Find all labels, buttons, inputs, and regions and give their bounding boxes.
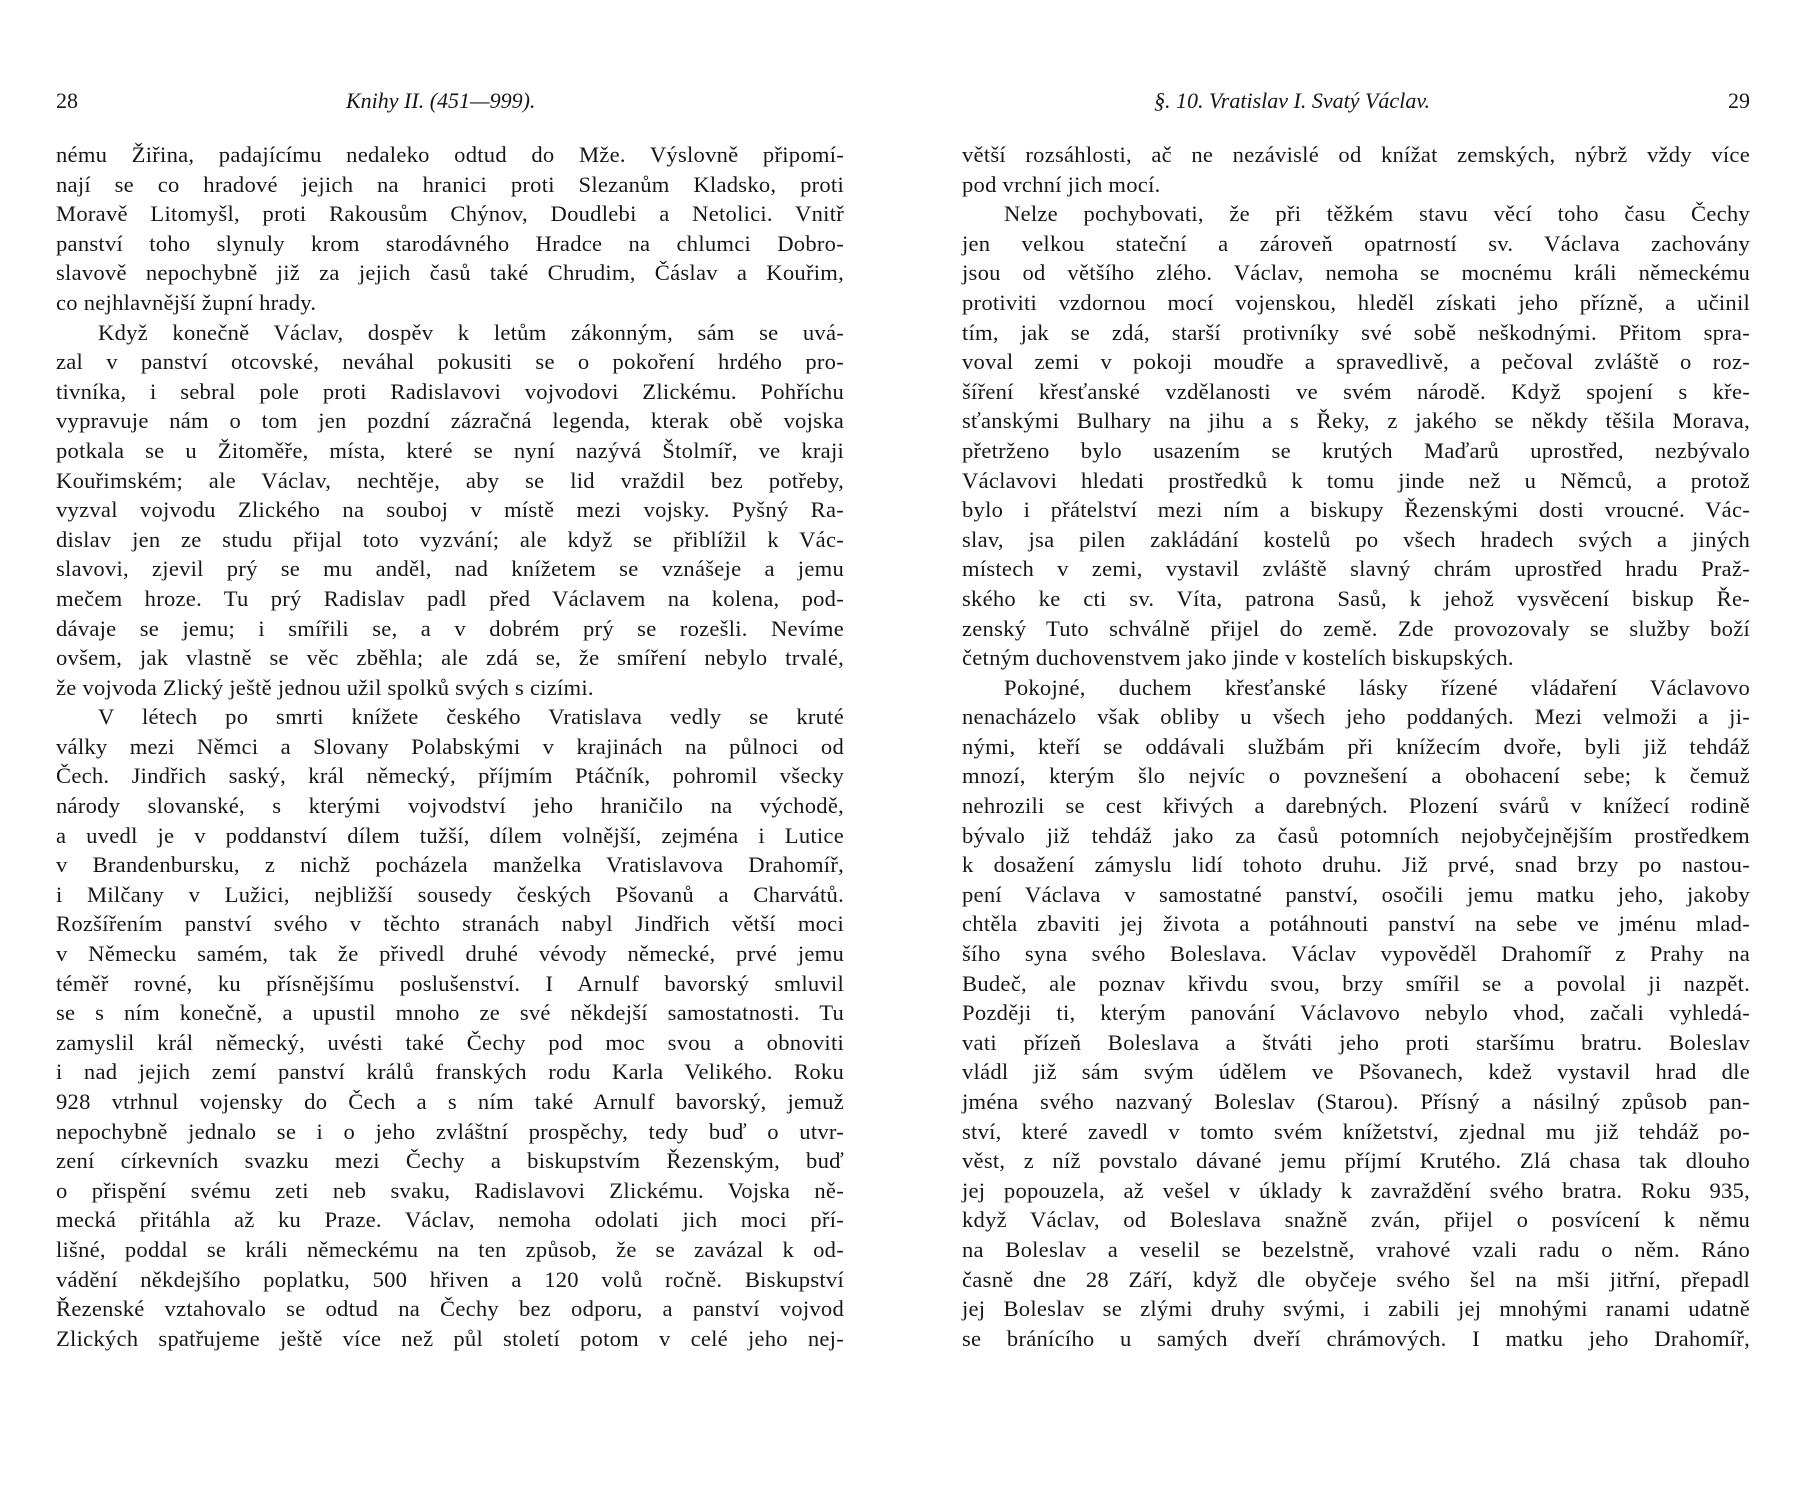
text-line: četným duchovenstvem jako jinde v kostelích biskupských. [962,645,1514,671]
text-line: šího syna svého Boleslava. Václav vypověděl Drahomíř z Prahy na [962,941,1750,967]
text-line: vyzval vojvodu Zlického na souboj v místě mezi vojsky. Pyšný Ra- [56,497,844,523]
text-line: nému Žiřina, padajícímu nedaleko odtud do Mže. Výslovně připomí- [56,142,844,167]
text-line: zamyslil král německý, uvésti také Čechy pod moc svou a obnoviti [56,1029,844,1055]
text-line: v Německu samém, tak že přivedl druhé vévody německé, prvé jemu [56,941,844,967]
text-line: k dosažení zámyslu lidí tohoto druhu. Již prvé, snad brzy po nastou- [962,852,1750,878]
text-line: když Václav, od Boleslava snažně zván, přijel o posvícení k němu [962,1207,1750,1233]
text-line: a uvedl je v poddanství dílem tužší, dílem volnější, zejména i Lutice [56,822,844,848]
text-line: jen velkou stateční a zároveň opatrností sv. Václava zachovány [962,230,1750,256]
text-line: Moravě Litomyšl, proti Rakousům Chýnov, Doudlebi a Netolici. Vnitř [56,201,844,227]
text-line: Kouřimském; ale Václav, nechtěje, aby se lid vraždil bez potřeby, [56,467,844,493]
text-line: nými, kteří se oddávali službám při knížecím dvoře, byli již tehdáž [962,733,1750,759]
text-line: místech v zemi, vystavil zvláště slavný chrám uprostřed hradu Praž- [962,556,1750,582]
text-line: jej Boleslav se zlými druhy svými, i zabili jej mnohými ranami udatně [962,1296,1750,1322]
text-line: pení Václava v samostatné panství, osočili jemu matku jeho, jakoby [962,881,1750,907]
text-line: sťanskými Bulhary na jihu a s Řeky, z jakého se někdy těšila Morava, [962,408,1750,434]
text-line: vládl již sám svým údělem ve Pšovanech, kdež vystavil hrad dle [962,1059,1750,1085]
text-line: i nad jejich zemí panství králů franských rodu Karla Velikého. Roku [56,1059,844,1085]
text-line: Pokojné, duchem křesťanské lásky řízené vládaření Václavovo [1004,674,1750,700]
text-line: vádění někdejšího poplatku, 500 hřiven a 120 volů ročně. Biskupství [56,1266,844,1292]
text-line: dávaje se jemu; i smířili se, a v dobrém prý se rozešli. Nevíme [56,615,844,641]
text-line: V létech po smrti knížete českého Vratislava vedly se kruté [98,704,844,730]
text-line: slavově nepochybně již za jejich časů také Chrudim, Čáslav a Kouřim, [56,260,844,286]
text-line: o přispění svému zeti neb svaku, Radislavovi Zlickému. Vojska ně- [56,1177,844,1203]
text-line: národy slovanské, s kterými vojvodství jeho hraničilo na východě, [56,793,844,819]
right-page-header [962,88,1750,118]
text-line: zenský Tuto schválně přijel do země. Zde provozovaly se služby boží [962,615,1750,641]
text-line: že vojvoda Zlický ještě jednou užil spolků svých s cizími. [56,674,594,700]
text-line: Zlických spatřujeme ještě více než půl století potom v celé jeho nej- [56,1325,844,1351]
text-line: vypravuje nám o tom jen pozdní zázračná legenda, kterak obě vojska [56,408,844,434]
text-line: potkala se u Žitoměře, místa, které se nyní nazývá Štolmíř, ve kraji [56,437,844,463]
text-line: Budeč, ale poznav křivdu svou, brzy smířil se a povolal ji nazpět. [962,970,1750,996]
text-line: panství toho slynuly krom starodávného Hradce na chlumci Dobro- [56,230,844,256]
running-head: §. 10. Vratislav I. Svatý Václav. [1154,88,1430,113]
text-line: jsou od většího zlého. Václav, nemoha se mocnému králi německému [962,260,1750,286]
running-head: Knihy II. (451—999). [346,88,536,113]
text-line: nenacházelo však obliby u všech jeho poddaných. Mezi velmoži a ji- [962,704,1750,730]
text-line: vati přízeň Boleslava a štváti jeho proti staršímu bratru. Boleslav [962,1029,1750,1055]
text-line: lišné, poddal se králi německému na ten způsob, že se zavázal k od- [56,1236,844,1262]
text-line: tím, jak se zdá, starší protivníky své sobě neškodnými. Přitom spra- [962,319,1750,345]
text-line: zení církevních svazku mezi Čechy a biskupstvím Řezenským, buď [56,1148,844,1174]
text-line: bývalo již tehdáž jako za časů potomních nejobyčejnějším prostředkem [962,822,1750,848]
text-line: Nelze pochybovati, že při těžkém stavu věcí toho času Čechy [1004,201,1750,227]
text-line: na Boleslav a veselil se bezelstně, vrahové vzali radu o něm. Ráno [962,1236,1750,1262]
left-page-header [56,88,844,118]
text-line: války mezi Němci a Slovany Polabskými v krajinách na půlnoci od [56,733,844,759]
text-line: mnozí, kterým šlo nejvíc o povznešení a obohacení sebe; k čemuž [962,763,1750,789]
left-page-text [56,140,844,1353]
text-line: pod vrchní jich mocí. [962,171,1161,197]
text-line: Rozšířením panství svého v těchto stranách nabyl Jindřich větší moci [56,911,844,937]
text-line: větší rozsáhlosti, ač ne nezávislé od knížat zemských, nýbrž vždy více [962,142,1750,167]
text-line: se s ním konečně, a upustil mnoho ze své někdejší samostatnosti. Tu [56,1000,844,1026]
text-line: šíření křesťanské vzdělanosti ve svém národě. Když spojení s kře- [962,378,1750,404]
text-line: 928 vtrhnul vojensky do Čech a s ním také Arnulf bavorský, jemuž [56,1089,844,1114]
text-line: nají se co hradové jejich na hranici proti Slezanům Kladsko, proti [56,171,844,197]
text-line: voval zemi v pokoji moudře a spravedlivě, a pečoval zvláště o roz- [962,349,1750,375]
text-line: ovšem, jak vlastně se věc zběhla; ale zdá se, že smíření nebylo trvalé, [56,645,844,671]
text-line: Později ti, kterým panování Václavovo nebylo vhod, začali vyhledá- [962,1000,1750,1026]
text-line: bylo i přátelství mezi ním a biskupy Řezenskými dosti vroucné. Vác- [962,497,1750,523]
text-line: věst, z níž povstalo dávané jemu příjmí Krutého. Zlá chasa tak dlouho [962,1148,1750,1174]
text-line: téměř rovné, ku přísnějšímu poslušenství. I Arnulf bavorský smluvil [56,970,844,996]
text-line: dislav jen ze studu přijal toto vyzvání; ale když se přiblížil k Vác- [56,526,844,552]
text-line: co nejhlavnější župní hrady. [56,289,317,315]
text-line: jej popouzela, až vešel v úklady k zavraždění svého bratra. Roku 935, [962,1177,1750,1203]
page-number: 28 [56,88,78,113]
text-line: Když konečně Václav, dospěv k letům zákonným, sám se uvá- [98,319,844,345]
text-line: Václavovi hledati prostředků k tomu jinde než u Němců, a protož [962,467,1750,493]
text-line: zal v panství otcovské, neváhal pokusiti se o pokoření hrdého pro- [56,349,844,375]
text-line: slav, jsa pilen zakládání kostelů po všech hradech svých a jiných [962,526,1750,552]
text-line: Čech. Jindřich saský, král německý, příjmím Ptáčník, pohromil všecky [56,763,844,789]
text-line: i Milčany v Lužici, nejbližší sousedy českých Pšovanů a Charvátů. [56,881,844,907]
text-line: jména svého nazvaný Boleslav (Starou). Přísný a násilný způsob pan- [962,1089,1750,1114]
text-line: slavovi, zjevil prý se mu anděl, nad knížetem se vznášeje a jemu [56,556,844,582]
text-line: mecká přitáhla až ku Praze. Václav, nemoha odolati jich moci pří- [56,1207,844,1233]
text-line: nepochybně jednalo se i o jeho zvláštní prospěchy, tedy buď o utvr- [56,1118,844,1144]
right-page-text [962,140,1750,1353]
text-line: přetrženo bylo usazením se krutých Maďarů uprostřed, nezbývalo [962,437,1750,463]
text-line: chtěla zbaviti jej života a potáhnouti panství na sebe ve jménu mlad- [962,911,1750,937]
text-line: se bránícího u samých dveří chrámových. I matku jeho Drahomíř, [962,1325,1750,1351]
text-line: ského ke cti sv. Víta, patrona Sasů, k jehož vysvěcení biskup Ře- [962,585,1750,611]
text-line: časně dne 28 Září, když dle obyčeje svého šel na mši jitřní, přepadl [962,1266,1750,1292]
right-page [900,0,1800,1500]
text-line: Řezenské vztahovalo se odtud na Čechy bez odporu, a panství vojvod [56,1296,844,1322]
page-number: 29 [1728,88,1750,113]
text-line: ství, které zavedl v tomto svém knížetství, zjednal mu již tehdáž po- [962,1118,1750,1144]
text-line: protiviti vzdornou mocí vojenskou, hleděl získati jeho přízně, a učinil [962,289,1750,315]
text-line: mečem hroze. Tu prý Radislav padl před Václavem na kolena, pod- [56,585,844,611]
text-line: v Brandenbursku, z nichž pocházela manželka Vratislavova Drahomíř, [56,852,844,878]
text-line: tivníka, i sebral pole proti Radislavovi vojvodovi Zlickému. Pohříchu [56,378,844,404]
text-line: nehrozili se cest křivých a darebných. Plození svárů v knížecí rodině [962,793,1750,819]
